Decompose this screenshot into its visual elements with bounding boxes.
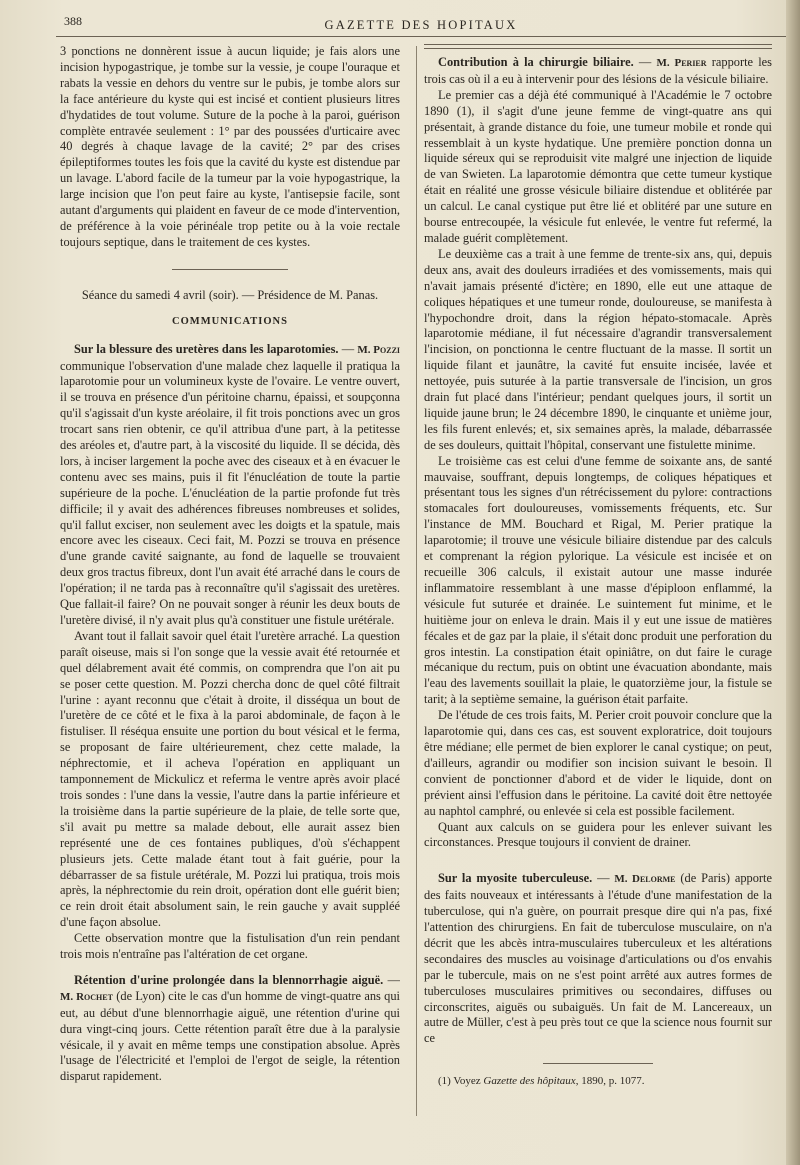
ureteres-heading: Sur la blessure des uretères dans les laparotomies. (74, 341, 339, 356)
left-column (60, 44, 400, 1124)
biliaire-paragraph-2: Le premier cas a déjà été communiqué à l'Académie le 7 octobre 1890 (1), il s'agit d'une jeune femme de vingt-quatre ans qui présentait, à grande distance du foie, une tumeur mobile et ronde qui ressemblait à un kyste hydatique. Une première ponction donna un liquide séreux qui se reproduisit vite malgré une injection de liquide de van Swieten. La laparotomie démontra que cette tumeur kystique était en réalité une grosse vésicule biliaire distendue et oblitérée par un calcul. Le canal cystique put être lié et oblitéré par une suture en bourse entrecoupée, la vésicule fut enlevée, le ventre fut refermé, la malade guérit complètement. (424, 87, 772, 245)
myosite-author: M. Delorme (614, 873, 676, 886)
section-divider (172, 269, 288, 270)
spacer (60, 963, 400, 973)
retention-paragraph: Rétention d'urine prolongée dans la blennorrhagie aiguë. — M. Rochet (de Lyon) cite le cas d'un homme de vingt-quatre ans qui eut, au début d'une blennorrhagie aiguë, une rétention d'urine qui dura vingt-cinq jours. Cette rétention paraît être due à la paralysie vésicale, il y avait en même temps une constipation absolue. Après l'usage de l'électricité et l'emploi de l'ergot de seigle, la rétention disparut rapidement. (60, 972, 400, 1084)
footnote-source: Gazette des hôpitaux (483, 1075, 576, 1088)
retention-heading: Rétention d'urine prolongée dans la blennorrhagie aiguë. (74, 972, 384, 987)
biliaire-paragraph-6: Quant aux calculs on se guidera pour les enlever suivant les circonstances. Presque toujours il convient de drainer. (424, 819, 772, 850)
footnote (424, 1074, 772, 1090)
biliaire-heading: Contribution à la chirurgie biliaire. (438, 55, 634, 69)
retention-text: (de Lyon) cite le cas d'un homme de vingt-quatre ans qui eut, au début d'une blennorrhagie aiguë, une rétention d'urine qui dura vingt-cinq jours. Cette rétention paraît être due à la paralysie vésicale, il y avait en même temps une constipation absolue. Après l'usage de l'électricité et l'emploi de l'ergot de seigle, la rétention disparut rapidement. (60, 988, 400, 1084)
myosite-paragraph: Sur la myosite tuberculeuse. — M. Delorme (de Paris) apporte des faits nouveaux et intéressants à l'étude d'une manifestation de la tuberculose, qui n'a guère, on pourrait presque dire qui n'a pas, fixé l'attention des chirurgiens. En fait de tuberculose musculaire, on n'a décrit que les abcès intra-musculaires tuberculeux et les altérations secondaires des muscles au voisinage d'articulations ou d'os envahis par le tubercule, mais on ne s'est point arrêté aux autres formes de tuberculoses musculaires primitives ou secondaires, diffuses ou circonscrites, aiguës ou subaiguës. Un fait de M. Lancereaux, un autre de Müller, c'est à peu près tout ce que la science nous fournit sur ce (424, 871, 772, 1046)
ureteres-text-1: communique l'observation d'une malade chez laquelle il pratiqua la laparotomie pour un volumineux kyste de l'ovaire. Le ventre ouvert, il se trouva en présence d'un péritoine charnu, épaissi, et soupçonna qu'il s'agissait d'un kyste aréolaire, il fit trois ponctions avec un gros trocart sans rien obtenir, ce qu'il attribua d'une part, à la petitesse des aréoles et, d'autre part, à la viscosité du liquide. Il se décida, dès lors, à inciser largement la poche avec des ciseaux et à en évacuer le contenu avec ses mains, puis il fit l'énucléation de toute la partie supérieure de la poche. L'énucléation de la partie profonde fut très difficile; il y avait des adhérences fibreuses nombreuses et solides, qu'il fallut exciser, non seulement avec les doigts et la spatule, mais encore avec les ciseaux. Ceci fait, M. Pozzi se trouva en présence d'une grande cavité saignante, au fond de laquelle se trouvaient deux gros tractus fibreux, dont l'un avait été arraché dans le cours de l'opération; il ne tarda pas à reconnaître qu'il s'agissait des uretères. Que fallait-il faire? On ne pouvait songer à réunir les deux bouts de l'uretère divisé, il n'y avait plus qu'à constituer une fistule urétérale. (60, 358, 400, 627)
biliaire-author: M. Perier (656, 57, 707, 69)
biliaire-paragraph-1: Contribution à la chirurgie biliaire. — M. Perier rapporte les trois cas où il a eu à intervenir pour des lésions de la vésicule biliaire. (424, 55, 772, 86)
page-edge-shadow (786, 0, 800, 1165)
intro-paragraph: 3 ponctions ne donnèrent issue à aucun liquide; je fais alors une incision hypogastrique, je tombe sur la vessie, je coupe l'ouraque et rabats la vessie en dehors du ventre sur le pubis, je tombe alors sur la face antérieure du kyste qui est incisé et contient plusieurs litres d'hydatides de tout volume. Suture de la poche à la paroi, guérison complète entravée seulement : 1° par des poussées d'urticaire avec 40 degrés à chaque lavage de la cavité; 2° par des crises épileptiformes toutes les fois que la cavité du kyste est distendue par un lavage. L'abord facile de la tumeur par la voie hypogastrique, la large incision que l'on peut faire au kyste, l'antisepsie facile, sont autant d'arguments qui plaident en faveur de ce mode d'intervention, de préférence à la voie périnéale trop petite ou à la voie rectale toujours septique, dans le traitement de ces kystes. (60, 44, 400, 249)
footnote-divider (543, 1063, 653, 1064)
column-divider (416, 46, 417, 1116)
biliaire-paragraph-3: Le deuxième cas a trait à une femme de trente-six ans, qui, depuis deux ans, avait des douleurs irradiées et des vomissements, mais qui n'avait jamais présenté d'ictère; en 1890, elle eut une attaque de coliques hépatiques et une tumeur ronde, douloureuse, se manifesta à l'hypochondre droit, dans la région hépato-stomacale. Après laparotomie médiane, il fut nécessaire d'agrandir transversalement l'incision, on ponctionna le centre fluctuant de la masse. Il sortit un liquide filant et jaunâtre, la cavité fut ensuite incisée, lavée et nettoyée, puis suturée à la partie transversale de l'incision, un gros drain fut placé dans l'intérieur; pendant quelques jours, il sortit un liquide jaune brun; le 24 décembre 1890, le cinquante et unième jour, les fils furent enlevés; et, six semaines après, la malade, débarrassée de ses douleurs, quittait l'hôpital, conservant une fistulette minime. (424, 246, 772, 452)
ureteres-paragraph-3: Cette observation montre que la fistulisation d'un rein pendant trois mois n'entraîne pas l'altération de cet organe. (60, 931, 400, 962)
retention-author: M. Rochet (60, 990, 113, 1003)
biliaire-paragraph-4: Le troisième cas est celui d'une femme de soixante ans, de santé mauvaise, souffrant, depuis longtemps, de coliques hépatiques et présentant tous les signes d'un rétrécissement du pylore: contractions stomacales fort douloureuses, vomissements fréquents, etc. Sur l'instance de MM. Bouchard et Rigal, M. Perier pratique la laparotomie; il trouve une vésicule biliaire distendue par des calculs et comprenant la région pylorique. La vésicule est incisée et on recueille 306 calculs, il existait autour une masse indurée inflammatoire ressemblant à une masse d'épiploon enflammé, la vésicule fut suturée et drainée. Le suintement fut minime, et le huitième jour on enleva le drain. Mais il y eut une issue de matières fécales et de gaz par la plaie, il s'était donc produit une perforation du gros intestin. La constipation était opiniâtre, on dut faire le curage mécanique du rectum, puis on obtint une évacuation abondante, mais l'eau des lavements souillait la plaie, le quatorzième jour, la fistule se tarit; à la septième semaine, la guérison était parfaite. (424, 453, 772, 707)
myosite-text: (de Paris) apporte des faits nouveaux et intéressants à l'étude d'une manifestation de la tuberculose, qui n'a guère, on pourrait presque dire qui n'a pas, fixé l'attention des chirurgiens. En fait de tuberculose musculaire, on n'a décrit que les abcès intra-musculaires tuberculeux et les altérations secondaires des muscles au voisinage d'articulations ou d'os envahis par le tubercule, mais on ne s'est point arrêté aux autres formes de tuberculoses musculaires primitives ou secondaires, diffuses ou circonscrites, aiguës ou subaiguës. Un fait de M. Lancereaux, un autre de Müller, c'est à peu près tout ce que la science nous fournit sur ce (424, 871, 772, 1046)
ureteres-author: M. Pozzi (357, 343, 400, 356)
biliaire-text-1: rapporte les trois cas où il a eu à intervenir pour des lésions de la vésicule biliaire. (424, 55, 772, 86)
ureteres-paragraph-1: Sur la blessure des uretères dans les laparotomies. — M. Pozzi communique l'observation d'une malade chez laquelle il pratiqua la laparotomie pour un volumineux kyste de l'ovaire. Le ventre ouvert, il se trouva en présence d'un péritoine charnu, épaissi, et soupçonna qu'il s'agissait d'un kyste aréolaire, il fit trois ponctions avec un gros trocart sans rien obtenir, ce qu'il attribua d'une part, à la petitesse des aréoles et, d'autre part, à la viscosité du liquide. Il se décida, dès lors, à inciser largement la poche avec des ciseaux et à en évacuer le contenu avec ses mains, puis il fit l'énucléation de toute la partie supérieure de la poche. L'énucléation de la partie profonde fut très difficile; il y avait des adhérences fibreuses nombreuses et solides, qu'il fallut exciser, non seulement avec les doigts et la spatule, mais encore avec les ciseaux. Ceci fait, M. Pozzi se trouva en présence d'une grande cavité saignante, au fond de laquelle se trouvaient deux gros tractus fibreux, dont l'un avait été arraché dans le cours de l'opération; il ne tarda pas à reconnaître qu'il s'agissait des uretères. Que fallait-il faire? On ne pouvait songer à réunir les deux bouts de l'uretère divisé, il n'y avait plus qu'à constituer une fistule urétérale. (60, 341, 400, 627)
top-double-rule (424, 44, 772, 49)
footnote-rest: , 1890, p. 1077. (575, 1075, 645, 1088)
spacer (424, 851, 772, 871)
right-column (424, 44, 772, 1124)
seance-line: Séance du samedi 4 avril (soir). — Présidence de M. Panas. (81, 287, 379, 302)
section-heading: COMMUNICATIONS (172, 315, 288, 327)
page-header (56, 12, 786, 37)
myosite-heading: Sur la myosite tuberculeuse. (438, 871, 593, 886)
journal-title: GAZETTE DES HOPITAUX (324, 18, 518, 32)
biliaire-paragraph-5: De l'étude de ces trois faits, M. Perier croit pouvoir conclure que la laparotomie qui, dans ces cas, est souvent exploratrice, doit toujours être médiane; elle permet de bien explorer le canal cystique; on peut, d'ailleurs, agrandir ou modifier son incision suivant le besoin. Il convient de ponctionner d'abord et de vider le liquide, dont on prévient ainsi l'effusion dans le péritoine. La cavité doit être nettoyée au naphtol camphré, ou enlevée si cela est possible facilement. (424, 708, 772, 818)
ureteres-paragraph-2: Avant tout il fallait savoir quel était l'uretère arraché. La question paraît oiseuse, mais si l'on songe que la vessie avait été retournée et quel délabrement avait été commis, on comprendra que l'on ait pu se poser cette question. M. Pozzi chercha donc de quel côté filtrait l'urine : ayant reconnu que c'était à droite, il disséqua un bout de l'uretère de ce côté et le fixa à la paroi abdominale, de façon à le fistuliser. Il réséqua ensuite une portion du bout vésical et le ferma, se proposant de faire ultérieurement, chez cette malade, la néphrectomie, et il acheva l'opération en appliquant un tamponnement de Mickulicz et referma le ventre après avoir placé trois sondes : l'une dans la vessie, l'autre dans la partie inférieure et la troisième dans la partie supérieure de la plaie, de telle sorte que, s'il avait pu mettre sa malade debout, elle aurait assez bien représenté une de ces fontaines publiques, d'où s'échappent plusieurs jets. Cette malade étant tout à fait guérie, pour la débarrasser de sa fistule urétérale, M. Pozzi lui pratiqua, trois mois après, la néphrectomie du rein droit, opération dont elle guérit bien; ce rein droit était absolument sain, le rein gauche y avait suppléé d'une façon absolue. (60, 628, 400, 930)
footnote-marker: (1) Voyez (438, 1075, 481, 1088)
page-number: 388 (64, 14, 82, 28)
